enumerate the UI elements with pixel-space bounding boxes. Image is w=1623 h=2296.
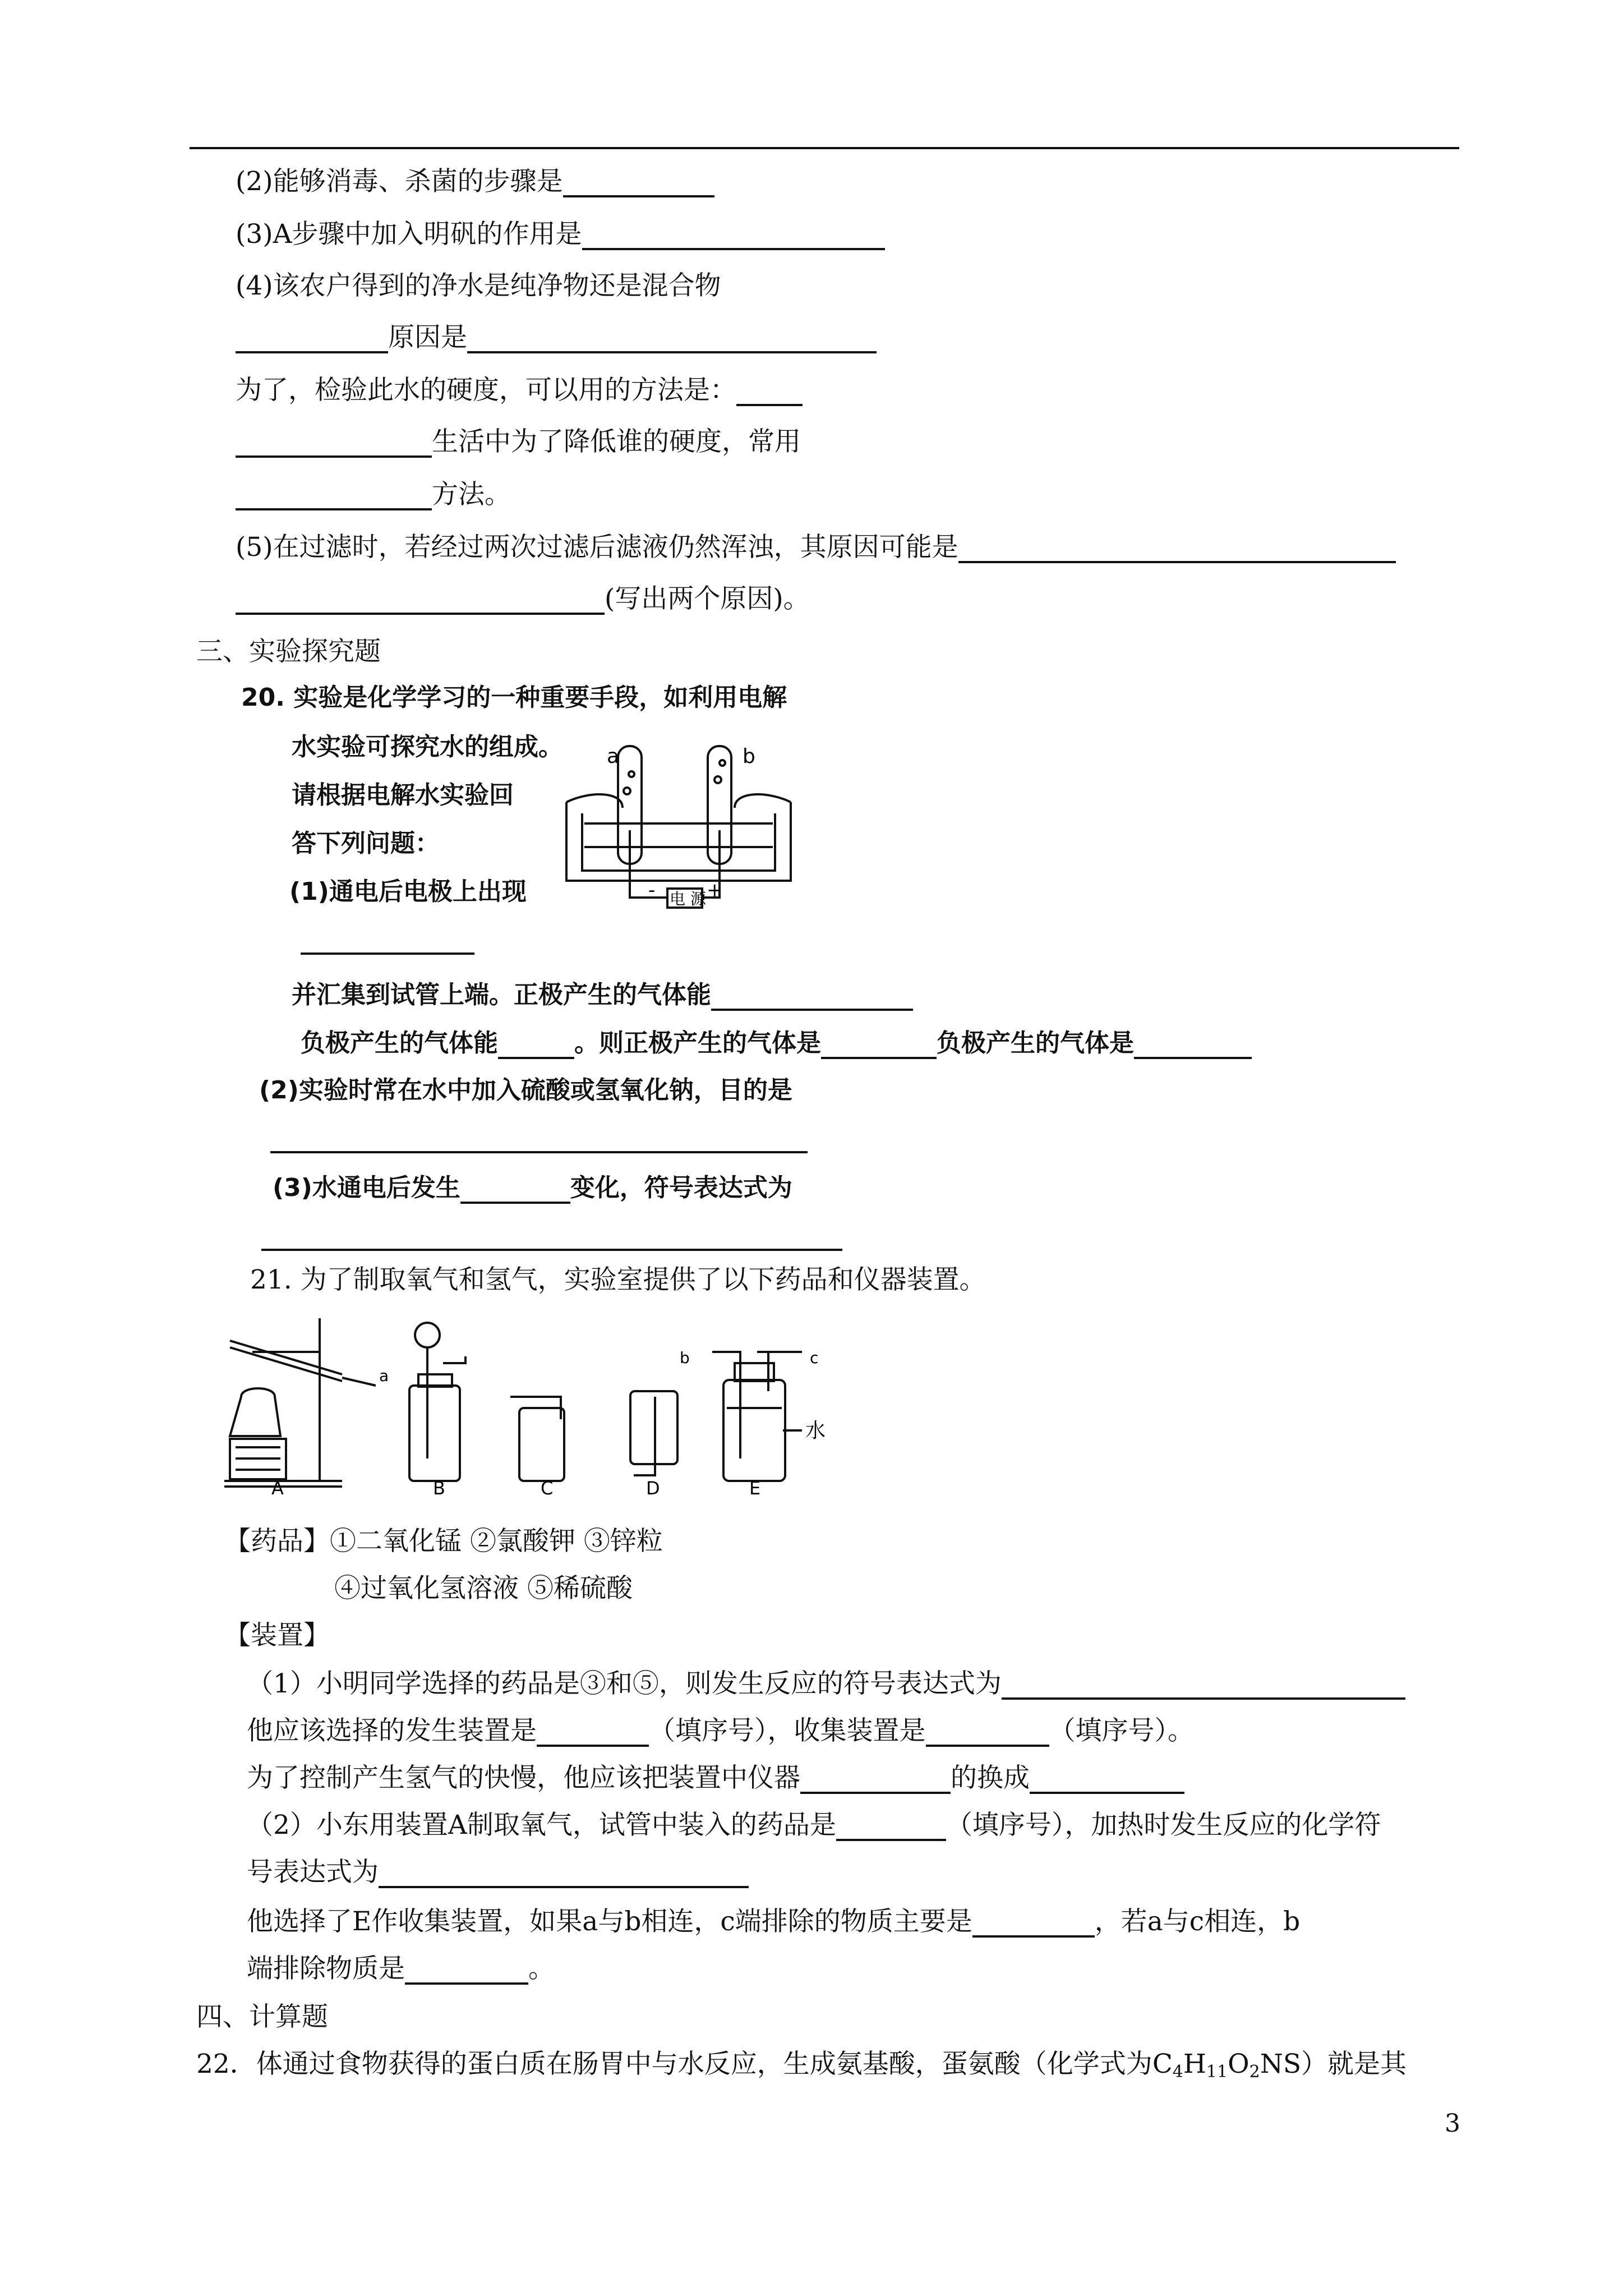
q20-line-1: 20. 实验是化学学习的一种重要手段，如利用电解: [241, 683, 787, 712]
q19-line-2: (2)能够消毒、杀菌的步骤是: [236, 166, 714, 197]
answer-blank[interactable]: [261, 1222, 842, 1251]
port-b-label: b: [680, 1349, 690, 1367]
q21-p2-line-4: 端排除物质是 。: [247, 1953, 555, 1984]
q21-device-heading: 【装置】: [224, 1620, 330, 1651]
answer-blank[interactable]: [236, 586, 605, 615]
port-a-label: a: [379, 1366, 389, 1385]
q21-drugs-1: 【药品】①二氧化锰 ②氯酸钾 ③锌粒: [224, 1526, 663, 1557]
answer-blank[interactable]: [836, 1812, 946, 1841]
apparatus-C-label: C: [541, 1478, 554, 1498]
q21-p1-line-3: 为了控制产生氢气的快慢，他应该把装置中仪器 的换成: [247, 1763, 1184, 1794]
q19-line-7: 方法。: [236, 479, 511, 510]
apparatus-A-label: A: [271, 1478, 284, 1498]
apparatus-B-label: B: [433, 1478, 445, 1498]
answer-blank[interactable]: [498, 1030, 574, 1059]
q21-p2-line-2: 号表达式为: [247, 1857, 749, 1888]
q21-p2-line-1: （2）小东用装置A制取氧气，试管中装入的药品是 （填序号），加热时发生反应的化学符: [247, 1810, 1381, 1841]
answer-blank[interactable]: [711, 982, 913, 1011]
q21-intro: 21. 为了制取氧气和氢气，实验室提供了以下药品和仪器装置。: [250, 1264, 986, 1295]
power-source-label: 电 源: [670, 890, 706, 908]
q20-line-4: 答下列问题：: [292, 829, 440, 858]
apparatus-diagram: [219, 1313, 869, 1498]
water-label: 水: [805, 1419, 826, 1442]
q20-line-9: (3)水通电后发生 变化，符号表达式为: [273, 1172, 792, 1204]
answer-blank[interactable]: [1030, 1765, 1184, 1794]
answer-blank[interactable]: [460, 1175, 570, 1204]
section-3-heading: 三、实验探究题: [196, 636, 381, 667]
q22-line-1: 22．体通过食物获得的蛋白质在肠胃中与水反应，生成氨基酸，蛋氨酸（化学式为$C_4H_{11}O_2NS$）就是其: [196, 2049, 1407, 2082]
q20-line-8: (2)实验时常在水中加入硫酸或氢氧化钠，目的是: [259, 1076, 792, 1105]
q19-line-5: 为了，检验此水的硬度，可以用的方法是：: [236, 375, 803, 406]
page-number: 3: [1445, 2109, 1460, 2138]
q20-line-6: 并汇集到试管上端。正极产生的气体能: [292, 979, 913, 1011]
answer-blank[interactable]: [563, 168, 714, 197]
apparatus-D-label: D: [646, 1478, 660, 1498]
q21-p2-line-3: 他选择了E作收集装置，如果a与b相连，c端排除的物质主要是 ，若a与c相连，b: [247, 1906, 1301, 1937]
answer-blank[interactable]: [972, 1908, 1095, 1938]
q20-line-7: 负极产生的气体能 。则正极产生的气体是 负极产生的气体是: [301, 1028, 1252, 1059]
positive-label: +: [707, 879, 723, 901]
answer-blank[interactable]: [270, 1124, 808, 1153]
q20-line-2: 水实验可探究水的组成。: [292, 733, 563, 761]
answer-blank[interactable]: [537, 1718, 649, 1747]
tube-a-label: a: [607, 745, 620, 768]
q20-blank-line: [301, 923, 474, 955]
q19-line-6: 生活中为了降低谁的硬度，常用: [236, 426, 801, 458]
answer-blank[interactable]: [467, 324, 877, 353]
answer-blank[interactable]: [821, 1030, 937, 1059]
electrolysis-diagram: [555, 729, 802, 926]
answer-blank[interactable]: [958, 534, 1396, 563]
answer-blank[interactable]: [1134, 1030, 1252, 1059]
answer-blank[interactable]: [236, 481, 432, 510]
apparatus-E-label: E: [749, 1478, 761, 1498]
q21-drugs-2: ④过氧化氢溶液 ⑤稀硫酸: [334, 1573, 633, 1604]
q21-p1-line-1: （1）小明同学选择的药品是③和⑤，则发生反应的符号表达式为: [247, 1668, 1405, 1700]
answer-blank[interactable]: [301, 926, 474, 955]
q20-line-5: (1)通电后电极上出现: [289, 877, 527, 906]
answer-blank[interactable]: [379, 1859, 749, 1888]
q19-line-3: (3)A步骤中加入明矾的作用是: [236, 219, 885, 250]
q19-line-8: (5)在过滤时，若经过两次过滤后滤液仍然浑浊，其原因可能是: [236, 532, 1396, 563]
q20-line-3: 请根据电解水实验回: [292, 781, 514, 809]
answer-blank[interactable]: [236, 324, 388, 353]
header-rule: [190, 147, 1459, 149]
q20-blank-line-2: [270, 1122, 808, 1153]
port-c-label: c: [810, 1349, 819, 1367]
answer-blank[interactable]: [736, 377, 803, 406]
q19-line-9: (写出两个原因)。: [236, 583, 810, 615]
answer-blank[interactable]: [236, 429, 432, 458]
q20-blank-line-3: [261, 1220, 842, 1251]
answer-blank[interactable]: [582, 221, 885, 250]
q21-p1-line-2: 他应该选择的发生装置是 （填序号），收集装置是 （填序号）。: [247, 1715, 1194, 1746]
q19-line-4b: 原因是: [236, 322, 877, 353]
answer-blank[interactable]: [800, 1765, 951, 1794]
answer-blank[interactable]: [926, 1718, 1049, 1747]
negative-label: -: [648, 879, 656, 901]
q19-line-4: (4)该农户得到的净水是纯净物还是混合物: [236, 270, 721, 301]
answer-blank[interactable]: [1002, 1671, 1405, 1700]
section-4-heading: 四、计算题: [196, 2001, 328, 2032]
tube-b-label: b: [743, 745, 755, 768]
answer-blank[interactable]: [405, 1955, 528, 1985]
